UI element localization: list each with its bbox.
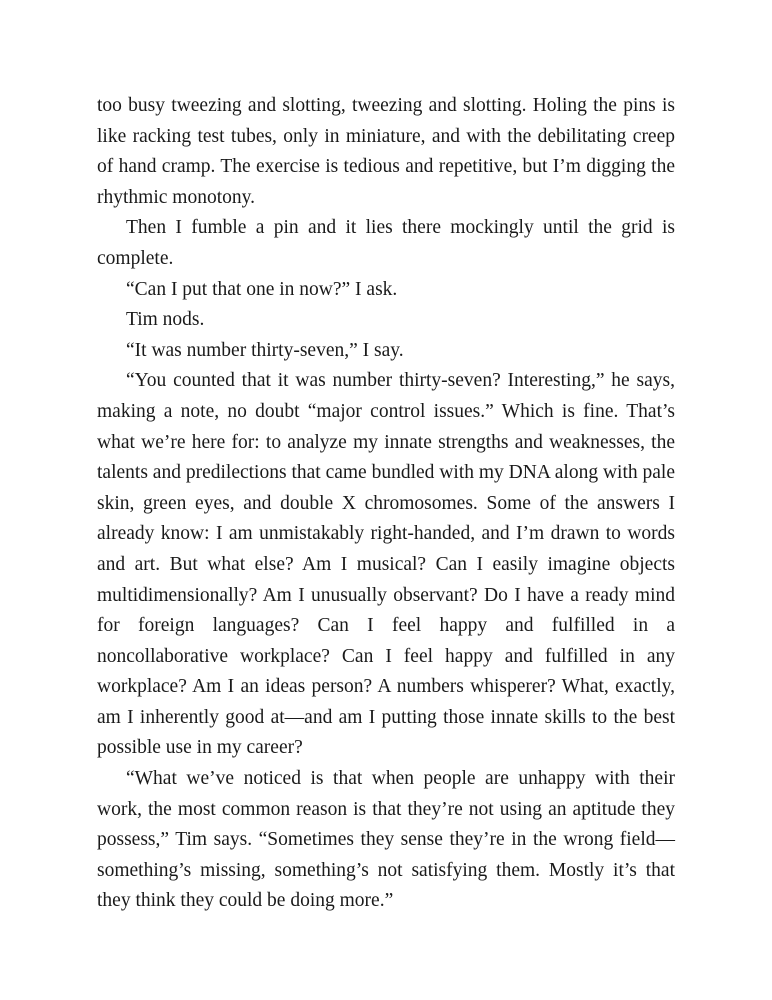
paragraph-1: too busy tweezing and slotting, tweezing and slotting. Holing the pins is like racking test tubes, only in miniature, and with the debilitating creep of hand cramp. The exercise is tedious and repetitive, but I’m digging the rhythmic monotony. (97, 95, 675, 208)
paragraph-7: “What we’ve noticed is that when people are unhappy with their work, the most common reason is that they’re not using an aptitude they possess,” Tim says. “Sometimes they sense they’re in the wrong field—something’s missing, something’s not satisfying them. Mostly it’s that they think they could be doing more.” (97, 768, 675, 912)
paragraph-6: “You counted that it was number thirty-seven? Interesting,” he says, making a note, no doubt “major control issues.” Which is fine. That’s what we’re here for: to analyze my innate strengths and weaknesses, the talents and predilections that came bundled with my DNA along with pale skin, green eyes, and double X chromosomes. Some of the answers I already know: I am unmistakably right-handed, and I’m drawn to words and art. But what else? Am I musical? Can I easily imagine objects multidimensionally? Am I unusually observant? Do I have a ready mind for foreign languages? Can I feel happy and fulfilled in a noncollaborative workplace? Can I feel happy and fulfilled in any workplace? Am I an ideas person? A numbers whisperer? What, exactly, am I inherently good at—and am I putting those innate skills to the best possible use in my career? (97, 370, 675, 759)
paragraph-3: “Can I put that one in now?” I ask. (126, 278, 398, 300)
paragraph-5: “It was number thirty-seven,” I say. (126, 339, 404, 361)
paragraph-2: Then I fumble a pin and it lies there mockingly until the grid is complete. (97, 217, 675, 269)
paragraph-4: Tim nods. (126, 309, 205, 331)
body-text (97, 91, 675, 917)
